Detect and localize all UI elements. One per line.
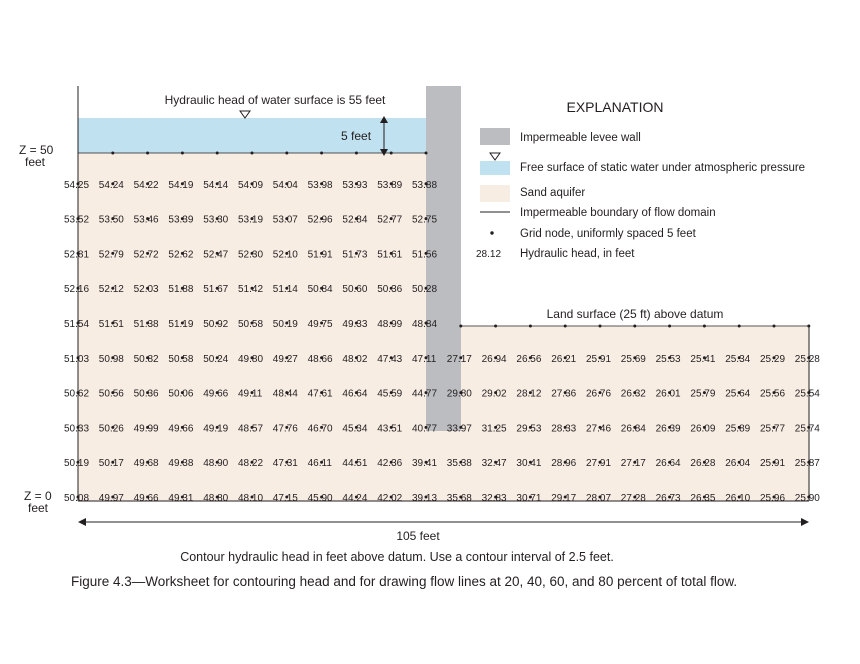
head-value: 48.57 [238, 423, 264, 435]
head-value: 52.12 [98, 284, 124, 296]
head-value: 49.38 [168, 458, 194, 470]
head-value: 48.10 [238, 493, 264, 504]
head-value: 53.39 [168, 214, 194, 226]
head-value: 51.19 [168, 319, 194, 330]
head-value: 50.58 [238, 319, 264, 330]
head-value: 26.64 [655, 458, 681, 470]
head-value: 50.26 [98, 423, 124, 435]
head-value: 25.91 [586, 353, 612, 365]
z-top-label: Z = 50 [19, 143, 54, 157]
head-value: 27.17 [446, 353, 472, 365]
head-value: 52.03 [133, 284, 159, 296]
head-value: 49.97 [98, 493, 124, 504]
head-value: 51.54 [64, 319, 90, 330]
head-value: 45.90 [307, 493, 333, 504]
head-value: 53.07 [272, 214, 298, 226]
head-value: 45.34 [342, 423, 368, 435]
head-value: 28.07 [586, 493, 612, 504]
caption-instruction: Contour hydraulic head in feet above datum. Use a contour interval of 2.5 feet. [180, 550, 614, 564]
head-value: 51.61 [377, 249, 403, 261]
head-value: 28.33 [551, 423, 577, 435]
legend-head-sample: 28.12 [476, 249, 502, 260]
z-bottom-unit: feet [28, 501, 49, 515]
head-value: 50.24 [203, 353, 229, 365]
head-value: 50.36 [133, 388, 159, 400]
head-value: 51.73 [342, 249, 368, 261]
head-value: 51.56 [412, 249, 438, 261]
head-value: 25.34 [725, 353, 751, 365]
head-value: 46.11 [307, 458, 332, 470]
surface-node [668, 325, 671, 328]
head-value: 27.36 [551, 388, 577, 400]
legend-sand-swatch [480, 185, 510, 202]
head-value: 26.56 [516, 353, 542, 365]
head-value: 42.36 [377, 458, 403, 470]
head-value: 29.02 [481, 388, 507, 400]
head-value: 51.38 [133, 319, 159, 330]
head-value: 49.80 [238, 353, 264, 365]
head-value: 49.66 [133, 493, 159, 504]
head-value: 39.13 [412, 493, 438, 504]
head-value: 53.98 [307, 179, 333, 191]
head-value: 28.12 [516, 388, 542, 400]
head-value: 50.33 [64, 423, 90, 435]
head-value: 50.19 [272, 319, 298, 330]
head-value: 30.71 [516, 493, 542, 504]
head-value: 52.79 [98, 249, 124, 261]
surface-node [181, 152, 184, 155]
head-value: 29.80 [446, 388, 472, 400]
head-value: 26.94 [481, 353, 507, 365]
head-value: 26.35 [690, 493, 716, 504]
surface-node [425, 152, 428, 155]
head-value: 50.58 [168, 353, 194, 365]
head-value: 35.38 [446, 458, 472, 470]
head-value: 53.52 [64, 214, 90, 226]
head-value: 50.56 [98, 388, 124, 400]
head-value: 32.47 [481, 458, 507, 470]
explanation-title: EXPLANATION [566, 99, 664, 115]
head-value: 53.89 [377, 179, 403, 191]
head-value: 49.11 [238, 388, 263, 400]
head-value: 52.30 [238, 249, 264, 261]
head-value: 51.88 [168, 284, 194, 296]
water-body [78, 118, 426, 153]
head-value: 43.51 [377, 423, 403, 435]
head-value: 44.51 [342, 458, 368, 470]
explanation-legend [476, 99, 805, 260]
surface-node [146, 152, 149, 155]
land-surface-label: Land surface (25 ft) above datum [546, 307, 724, 321]
head-value: 26.09 [690, 423, 716, 435]
head-value: 32.83 [481, 493, 507, 504]
head-value: 54.25 [64, 179, 90, 191]
head-value: 53.88 [412, 179, 438, 191]
head-value: 47.61 [307, 388, 333, 400]
surface-node [738, 325, 741, 328]
head-value: 25.77 [760, 423, 786, 435]
head-value: 48.66 [307, 353, 333, 365]
width-label: 105 feet [396, 529, 440, 543]
surface-node [807, 325, 810, 328]
head-value: 26.76 [586, 388, 612, 400]
head-value: 54.14 [203, 179, 229, 191]
surface-node [529, 325, 532, 328]
head-value: 26.84 [620, 423, 646, 435]
head-value: 30.41 [516, 458, 542, 470]
head-value: 54.24 [98, 179, 124, 191]
depth-label: 5 feet [341, 129, 372, 143]
surface-node [459, 325, 462, 328]
head-value: 26.32 [620, 388, 646, 400]
head-value: 26.01 [655, 388, 681, 400]
head-value: 52.72 [133, 249, 159, 261]
surface-node [773, 325, 776, 328]
head-value: 52.16 [64, 284, 90, 296]
surface-node [355, 152, 358, 155]
head-value: 52.77 [377, 214, 403, 226]
head-value: 44.77 [412, 388, 438, 400]
surface-node [564, 325, 567, 328]
surface-node [320, 152, 323, 155]
legend-sand-label: Sand aquifer [520, 187, 586, 199]
head-value: 54.19 [168, 179, 194, 191]
head-value: 53.93 [342, 179, 368, 191]
head-value: 51.91 [307, 249, 333, 261]
head-value: 51.42 [238, 284, 264, 296]
surface-node [111, 152, 114, 155]
head-value: 29.53 [516, 423, 542, 435]
head-value: 50.62 [64, 388, 90, 400]
water-surface-triangle-icon [240, 111, 250, 118]
head-value: 26.39 [655, 423, 681, 435]
head-value: 54.09 [238, 179, 264, 191]
head-value: 33.97 [446, 423, 472, 435]
head-value: 25.96 [760, 493, 786, 504]
head-value: 47.11 [412, 353, 437, 365]
head-value: 25.28 [794, 353, 820, 365]
legend-levee-label: Impermeable levee wall [520, 132, 641, 144]
head-value: 48.84 [412, 319, 438, 330]
head-value: 25.89 [725, 423, 751, 435]
surface-node [494, 325, 497, 328]
head-value: 47.43 [377, 353, 403, 365]
head-value: 27.46 [586, 423, 612, 435]
surface-node [251, 152, 254, 155]
head-value: 49.19 [203, 423, 229, 435]
legend-water-triangle-icon [490, 153, 500, 160]
head-value: 47.15 [272, 493, 298, 504]
head-value: 47.31 [272, 458, 298, 470]
legend-water-label: Free surface of static water under atmospheric pressure [520, 162, 806, 174]
head-value: 46.64 [342, 388, 368, 400]
head-value: 46.70 [307, 423, 333, 435]
head-value: 50.84 [307, 284, 333, 296]
head-value: 50.28 [412, 284, 438, 296]
head-value: 25.29 [760, 353, 786, 365]
head-value: 25.56 [760, 388, 786, 400]
head-value: 50.60 [342, 284, 368, 296]
head-value: 49.75 [307, 319, 333, 330]
head-value: 50.19 [64, 458, 90, 470]
surface-node [633, 325, 636, 328]
head-value: 25.87 [794, 458, 820, 470]
head-value: 26.73 [655, 493, 681, 504]
head-value: 53.50 [98, 214, 124, 226]
head-value: 50.06 [168, 388, 194, 400]
head-value: 39.41 [412, 458, 438, 470]
head-value: 25.91 [760, 458, 786, 470]
head-value: 49.66 [168, 423, 194, 435]
head-value: 48.80 [203, 493, 229, 504]
head-value: 52.84 [342, 214, 368, 226]
head-value: 25.69 [620, 353, 646, 365]
head-value: 52.81 [64, 249, 90, 261]
head-value: 48.99 [377, 319, 403, 330]
head-value: 44.24 [342, 493, 368, 504]
head-value: 49.31 [168, 493, 194, 504]
head-value: 49.27 [272, 353, 298, 365]
head-value: 52.47 [203, 249, 229, 261]
head-value: 25.53 [655, 353, 681, 365]
head-value: 26.21 [551, 353, 577, 365]
head-value: 49.66 [203, 388, 229, 400]
legend-boundary-label: Impermeable boundary of flow domain [520, 207, 716, 219]
width-arrow-right-icon [801, 518, 809, 526]
head-value: 29.17 [551, 493, 577, 504]
z-top-unit: feet [25, 155, 46, 169]
head-value: 53.30 [203, 214, 229, 226]
head-value: 53.46 [133, 214, 159, 226]
head-value: 25.64 [725, 388, 751, 400]
head-value: 27.28 [620, 493, 646, 504]
head-value: 51.67 [203, 284, 229, 296]
head-value: 31.25 [481, 423, 507, 435]
surface-node [599, 325, 602, 328]
head-value: 27.17 [620, 458, 646, 470]
head-value: 25.90 [794, 493, 820, 504]
legend-water-swatch [480, 161, 510, 175]
water-surface-head-label: Hydraulic head of water surface is 55 feet [164, 93, 386, 107]
head-value: 51.14 [272, 284, 298, 296]
head-value: 48.02 [342, 353, 368, 365]
head-value: 50.17 [98, 458, 124, 470]
head-value: 52.62 [168, 249, 194, 261]
head-value: 35.68 [446, 493, 472, 504]
legend-head-label: Hydraulic head, in feet [520, 248, 635, 260]
head-value: 49.68 [133, 458, 159, 470]
head-value: 40.77 [412, 423, 438, 435]
head-value: 50.98 [98, 353, 124, 365]
head-value: 48.44 [272, 388, 298, 400]
surface-node [703, 325, 706, 328]
legend-levee-swatch [480, 128, 510, 145]
head-value: 49.99 [133, 423, 159, 435]
legend-node-label: Grid node, uniformly spaced 5 feet [520, 228, 696, 240]
head-value: 54.04 [272, 179, 298, 191]
head-value: 48.22 [238, 458, 264, 470]
head-value: 27.91 [586, 458, 612, 470]
head-value: 26.10 [725, 493, 751, 504]
head-value: 50.82 [133, 353, 159, 365]
legend-node-dot-icon [490, 231, 493, 234]
z-bottom-label: Z = 0 [24, 489, 52, 503]
head-value: 26.04 [725, 458, 751, 470]
surface-node [390, 152, 393, 155]
head-value: 25.79 [690, 388, 716, 400]
sand-aquifer-right [426, 326, 809, 501]
head-value: 25.74 [794, 423, 820, 435]
head-value: 51.03 [64, 353, 90, 365]
head-value: 52.96 [307, 214, 333, 226]
head-value: 53.19 [238, 214, 264, 226]
head-value: 54.22 [133, 179, 159, 191]
head-value: 28.96 [551, 458, 577, 470]
surface-node [216, 152, 219, 155]
head-value: 26.28 [690, 458, 716, 470]
head-value: 50.08 [64, 493, 90, 504]
head-value: 52.10 [272, 249, 298, 261]
figure-caption: Figure 4.3—Worksheet for contouring head and for drawing flow lines at 20, 40, 60, and 80 percent of total flow. [71, 574, 738, 589]
head-value: 49.33 [342, 319, 368, 330]
head-value: 51.51 [98, 319, 124, 330]
head-value: 45.59 [377, 388, 403, 400]
width-arrow-left-icon [78, 518, 86, 526]
head-value: 47.76 [272, 423, 298, 435]
head-value: 25.41 [690, 353, 716, 365]
head-value: 50.92 [203, 319, 229, 330]
head-value: 52.75 [412, 214, 438, 226]
head-value: 42.02 [377, 493, 403, 504]
head-value: 25.54 [794, 388, 820, 400]
head-value: 50.36 [377, 284, 403, 296]
surface-node [285, 152, 288, 155]
head-value: 48.90 [203, 458, 229, 470]
